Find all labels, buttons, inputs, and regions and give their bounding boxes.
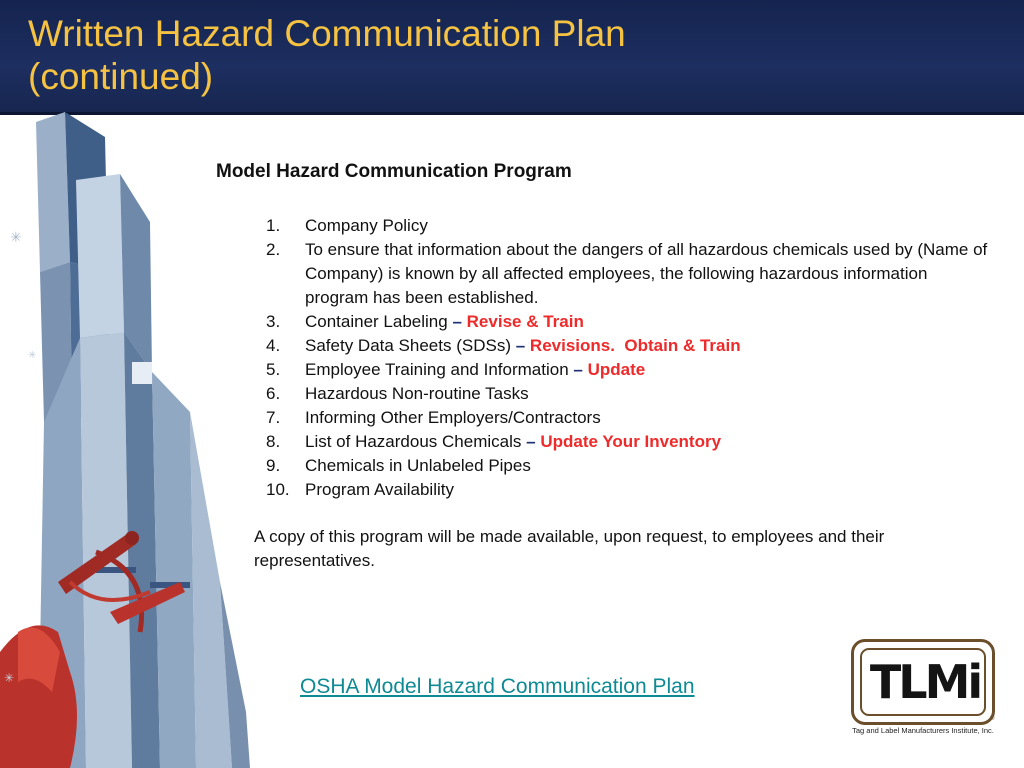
- logo-frame: [851, 639, 995, 725]
- skyscraper-illustration: [0, 112, 260, 768]
- item-dash: –: [526, 432, 536, 451]
- list-item: [266, 382, 1006, 406]
- action-note: Update: [587, 360, 646, 379]
- program-element-list: [266, 214, 1006, 502]
- list-item-text: Informing Other Employers/Contractors: [305, 408, 601, 427]
- list-item-number: 7.: [266, 408, 281, 427]
- list-item-number: 1.: [266, 216, 281, 235]
- item-dash: –: [452, 312, 462, 331]
- title-bar: [0, 0, 1024, 115]
- tlmi-logo: [848, 636, 998, 746]
- list-item: [266, 406, 1006, 430]
- closing-paragraph: A copy of this program will be made available, upon request, to employees and their representatives.: [254, 527, 885, 570]
- list-item-number: 6.: [266, 384, 281, 403]
- action-note: Revise & Train: [466, 312, 584, 331]
- list-item: [266, 454, 1006, 478]
- list-item-text: Hazardous Non-routine Tasks: [305, 384, 529, 403]
- list-item-number: 2.: [266, 240, 281, 259]
- list-item-number: 8.: [266, 432, 281, 451]
- list-item: [266, 430, 1006, 454]
- list-item-text: To ensure that information about the dangers of all hazardous chemicals used by (Name of Company) is known by all affected employees, the following hazardous information program has been established.: [305, 240, 988, 307]
- svg-text:✳: ✳: [10, 230, 22, 246]
- item-dash: –: [515, 336, 526, 355]
- list-item: [266, 310, 1006, 334]
- osha-model-plan-link[interactable]: OSHA Model Hazard Communication Plan: [300, 675, 695, 698]
- logo-caption: Tag and Label Manufacturers Institute, Inc.: [852, 726, 994, 735]
- registered-mark: ®: [990, 716, 995, 722]
- section-heading: Model Hazard Communication Program: [216, 161, 572, 182]
- list-item-text: Company Policy: [305, 216, 428, 235]
- list-item-text: Safety Data Sheets (SDSs): [305, 336, 511, 355]
- list-item-number: 5.: [266, 360, 281, 379]
- list-item-number: 9.: [266, 456, 281, 475]
- list-item-text: Employee Training and Information: [305, 360, 569, 379]
- item-dash: –: [573, 360, 583, 379]
- logo-inner-frame: [860, 648, 986, 716]
- slide-title: [28, 12, 788, 98]
- action-note: Revisions. Obtain & Train: [529, 336, 741, 355]
- list-item-text: List of Hazardous Chemicals: [305, 432, 522, 451]
- action-note: Update Your Inventory: [540, 432, 722, 451]
- slide-title-line-2: (continued): [28, 56, 214, 97]
- list-item-number: 10.: [266, 480, 290, 499]
- list-item-number: 3.: [266, 312, 281, 331]
- slide-title-line-1: Written Hazard Communication Plan: [28, 13, 626, 54]
- logo-wordmark: TLMi: [869, 655, 981, 709]
- list-item: [266, 358, 1006, 382]
- list-item-text: Chemicals in Unlabeled Pipes: [305, 456, 531, 475]
- list-item-text: Program Availability: [305, 480, 454, 499]
- list-item: [266, 238, 1006, 310]
- list-item: [266, 334, 1006, 358]
- list-item-text: Container Labeling: [305, 312, 448, 331]
- list-item: [266, 478, 1006, 502]
- svg-text:✳: ✳: [28, 350, 37, 361]
- list-item: [266, 214, 1006, 238]
- list-item-number: 4.: [266, 336, 281, 355]
- svg-text:✳: ✳: [4, 671, 15, 685]
